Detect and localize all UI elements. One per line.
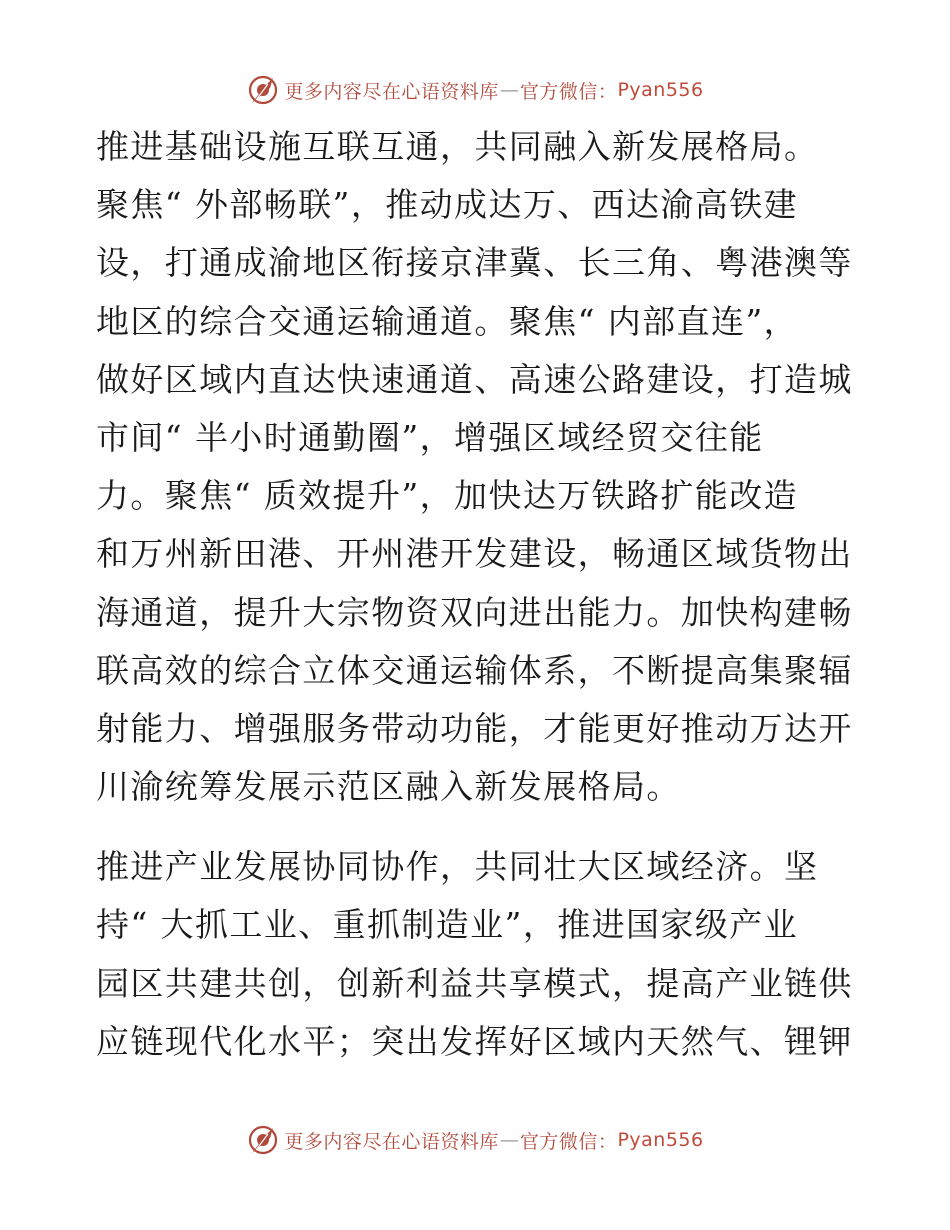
watermark-suffix-label: 官方微信： <box>519 80 618 103</box>
text-line: 市间“ 半小时通勤圈”，增强区域经贸交往能 <box>96 417 764 457</box>
watermark-text: 更多内容尽在心语资料库 <box>284 80 499 103</box>
text-line: 持“ 大抓工业、重抓制造业”，推进国家级产业 <box>96 905 799 945</box>
text-line: 海通道，提升大宗物资双向进出能力。加快构建畅 <box>96 592 853 632</box>
watermark-separator: — <box>499 1129 519 1151</box>
watermark-suffix-label: 官方微信： <box>519 1130 618 1153</box>
quill-circle-logo-icon <box>246 1123 280 1157</box>
text-line: 射能力、增强服务带动功能，才能更好推动万达开 <box>96 708 853 748</box>
text-line: 川渝统筹发展示范区融入新发展格局。 <box>96 767 681 807</box>
watermark-account: Pyan556 <box>617 79 704 101</box>
footer-watermark <box>0 1120 950 1160</box>
text-line: 推进产业发展协同协作，共同壮大区域经济。坚 <box>96 847 819 887</box>
document-body <box>96 118 866 1071</box>
watermark-separator: — <box>499 79 519 101</box>
watermark-text: 更多内容尽在心语资料库 <box>284 1130 499 1153</box>
header-watermark <box>0 70 950 110</box>
watermark-account: Pyan556 <box>617 1129 704 1151</box>
text-line: 力。聚焦“ 质效提升”，加快达万铁路扩能改造 <box>96 476 799 516</box>
text-line: 应链现代化水平；突出发挥好区域内天然气、锂钾 <box>96 1021 853 1061</box>
text-line: 地区的综合交通运输通道。聚焦“ 内部直连”， <box>96 301 799 341</box>
paragraph-infrastructure <box>96 118 866 816</box>
text-line: 做好区域内直达快速通道、高速公路建设，打造城 <box>96 359 853 399</box>
text-line: 推进基础设施互联互通，共同融入新发展格局。 <box>96 127 819 166</box>
text-line: 设，打通成渝地区衔接京津冀、长三角、粤港澳等 <box>96 243 853 283</box>
text-line: 联高效的综合立体交通运输体系，不断提高集聚辐 <box>96 650 853 690</box>
text-line: 和万州新田港、开州港开发建设，畅通区域货物出 <box>96 534 853 574</box>
text-line: 园区共建共创，创新利益共享模式，提高产业链供 <box>96 963 853 1003</box>
paragraph-spacer <box>96 816 866 838</box>
text-line: 聚焦“ 外部畅联”，推动成达万、西达渝高铁建 <box>96 185 799 225</box>
quill-circle-logo-icon <box>246 73 280 107</box>
paragraph-industry <box>96 838 866 1071</box>
